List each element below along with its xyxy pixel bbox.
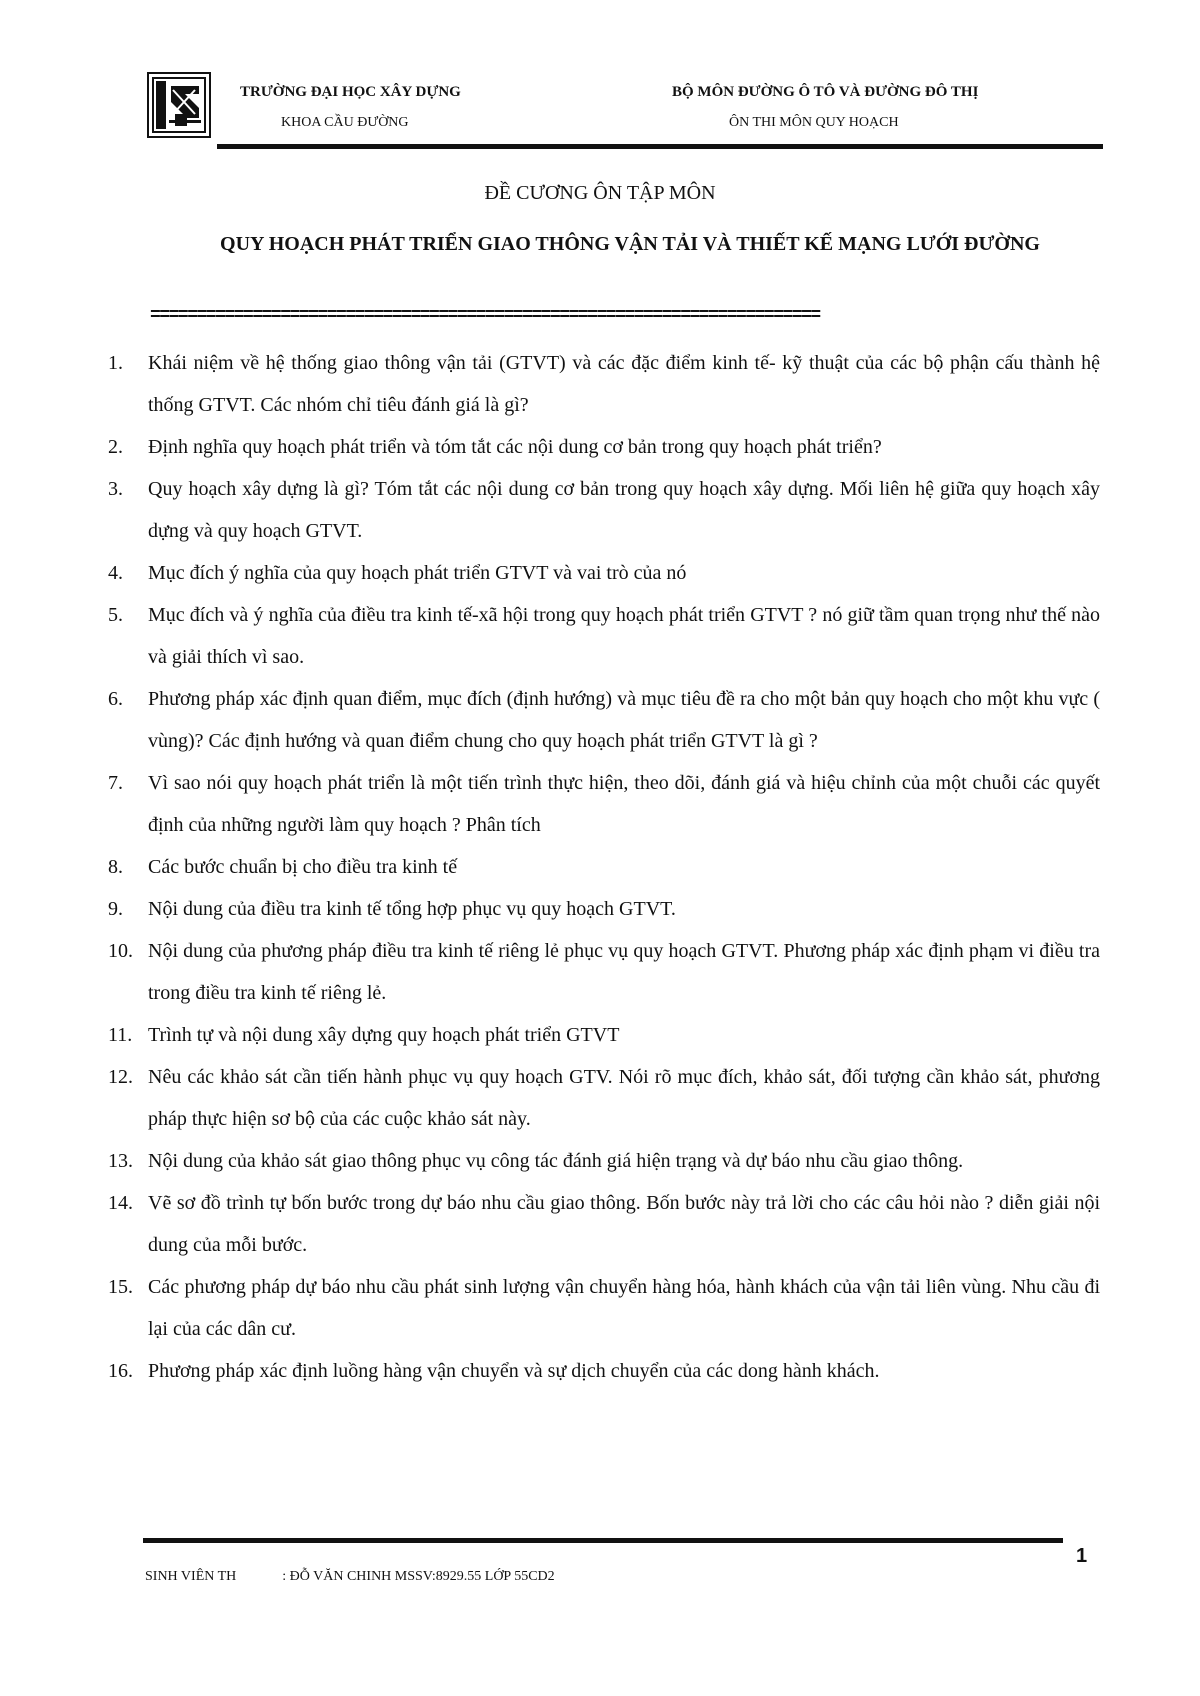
department-name: BỘ MÔN ĐƯỜNG Ô TÔ VÀ ĐƯỜNG ĐÔ THỊ <box>672 84 979 100</box>
title-separator: ======================================================================== <box>150 306 820 326</box>
question-number: 15. <box>108 1276 133 1298</box>
question-item <box>108 552 1100 594</box>
question-item <box>108 846 1100 888</box>
question-number: 1. <box>108 352 123 374</box>
question-text: Mục đích và ý nghĩa của điều tra kinh tế-xã hội trong quy hoạch phát triển GTVT ? nó giữ tầm quan trọng như thế nào và giải thích vì sao. <box>148 604 1100 668</box>
footer-label: SINH VIÊN TH <box>145 1569 237 1584</box>
university-logo-icon <box>147 72 211 138</box>
question-number: 8. <box>108 856 123 878</box>
question-number: 12. <box>108 1066 133 1088</box>
question-list <box>108 342 1100 1392</box>
question-number: 16. <box>108 1360 133 1382</box>
question-item <box>108 342 1100 426</box>
footer-divider <box>143 1538 1063 1543</box>
university-name: TRƯỜNG ĐẠI HỌC XÂY DỰNG <box>240 84 461 100</box>
document-title: ĐỀ CƯƠNG ÔN TẬP MÔN <box>484 182 716 204</box>
question-text: Trình tự và nội dung xây dựng quy hoạch phát triển GTVT <box>148 1024 620 1046</box>
question-text: Quy hoạch xây dựng là gì? Tóm tắt các nội dung cơ bản trong quy hoạch xây dựng. Mối liên hệ giữa quy hoạch xây dựng và quy hoạch GTVT. <box>148 478 1100 542</box>
question-number: 2. <box>108 436 123 458</box>
question-number: 7. <box>108 772 123 794</box>
question-item <box>108 888 1100 930</box>
question-item <box>108 678 1100 762</box>
question-item <box>108 1014 1100 1056</box>
question-text: Vẽ sơ đồ trình tự bốn bước trong dự báo nhu cầu giao thông. Bốn bước này trả lời cho các câu hỏi nào ? diễn giải nội dung của mỗi bước. <box>148 1192 1100 1256</box>
question-item <box>108 426 1100 468</box>
question-text: Khái niệm về hệ thống giao thông vận tải (GTVT) và các đặc điểm kinh tế- kỹ thuật của các bộ phận cấu thành hệ thống GTVT. Các nhóm chỉ tiêu đánh giá là gì? <box>148 352 1100 416</box>
course-title: QUY HOẠCH PHÁT TRIỂN GIAO THÔNG VẬN TẢI VÀ THIẾT KẾ MẠNG LƯỚI ĐƯỜNG <box>220 233 1040 255</box>
question-item <box>108 1266 1100 1350</box>
question-item <box>108 1350 1100 1392</box>
question-text: Các bước chuẩn bị cho điều tra kinh tế <box>148 856 458 878</box>
question-item <box>108 1056 1100 1140</box>
question-text: Nội dung của điều tra kinh tế tổng hợp phục vụ quy hoạch GTVT. <box>148 898 676 920</box>
question-text: Mục đích ý nghĩa của quy hoạch phát triển GTVT và vai trò của nó <box>148 562 687 584</box>
question-number: 3. <box>108 478 123 500</box>
question-text: Nêu các khảo sát cần tiến hành phục vụ quy hoạch GTV. Nói rõ mục đích, khảo sát, đối tượng cần khảo sát, phương pháp thực hiện sơ bộ của các cuộc khảo sát này. <box>148 1066 1100 1130</box>
question-item <box>108 468 1100 552</box>
question-number: 6. <box>108 688 123 710</box>
question-number: 11. <box>108 1024 133 1046</box>
footer-student-details: : ĐỖ VĂN CHINH MSSV:8929.55 LỚP 55CD2 <box>282 1569 555 1584</box>
question-text: Vì sao nói quy hoạch phát triển là một tiến trình thực hiện, theo dõi, đánh giá và hiệu chỉnh của một chuỗi các quyết định của những người làm quy hoạch ? Phân tích <box>148 772 1100 836</box>
question-text: Nội dung của phương pháp điều tra kinh tế riêng lẻ phục vụ quy hoạch GTVT. Phương pháp xác định phạm vi điều tra trong điều tra kinh tế riêng lẻ. <box>148 940 1100 1004</box>
question-number: 9. <box>108 898 123 920</box>
question-item <box>108 930 1100 1014</box>
question-item <box>108 594 1100 678</box>
question-text: Phương pháp xác định quan điểm, mục đích (định hướng) và mục tiêu đề ra cho một bản quy hoạch cho một khu vực ( vùng)? Các định hướng và quan điểm chung cho quy hoạch phát triển GTVT là gì ? <box>148 688 1100 752</box>
question-number: 10. <box>108 940 133 962</box>
question-text: Nội dung của khảo sát giao thông phục vụ công tác đánh giá hiện trạng và dự báo nhu cầu giao thông. <box>148 1150 964 1172</box>
question-number: 4. <box>108 562 123 584</box>
question-text: Phương pháp xác định luồng hàng vận chuyển và sự dịch chuyển của các dong hành khách. <box>148 1360 880 1382</box>
subject-name: ÔN THI MÔN QUY HOẠCH <box>729 115 899 130</box>
question-item <box>108 1140 1100 1182</box>
question-item <box>108 1182 1100 1266</box>
footer-student-info <box>145 1569 555 1585</box>
faculty-name: KHOA CẦU ĐƯỜNG <box>281 115 409 130</box>
question-text: Các phương pháp dự báo nhu cầu phát sinh lượng vận chuyển hàng hóa, hành khách của vận tải liên vùng. Nhu cầu đi lại của các dân cư. <box>148 1276 1100 1340</box>
university-logo-graphic <box>149 74 209 136</box>
question-text: Định nghĩa quy hoạch phát triển và tóm tắt các nội dung cơ bản trong quy hoạch phát triển? <box>148 436 882 458</box>
page-number: 1 <box>1076 1545 1088 1567</box>
question-number: 13. <box>108 1150 133 1172</box>
question-number: 14. <box>108 1192 133 1214</box>
question-number: 5. <box>108 604 123 626</box>
header-divider <box>217 144 1103 149</box>
question-item <box>108 762 1100 846</box>
